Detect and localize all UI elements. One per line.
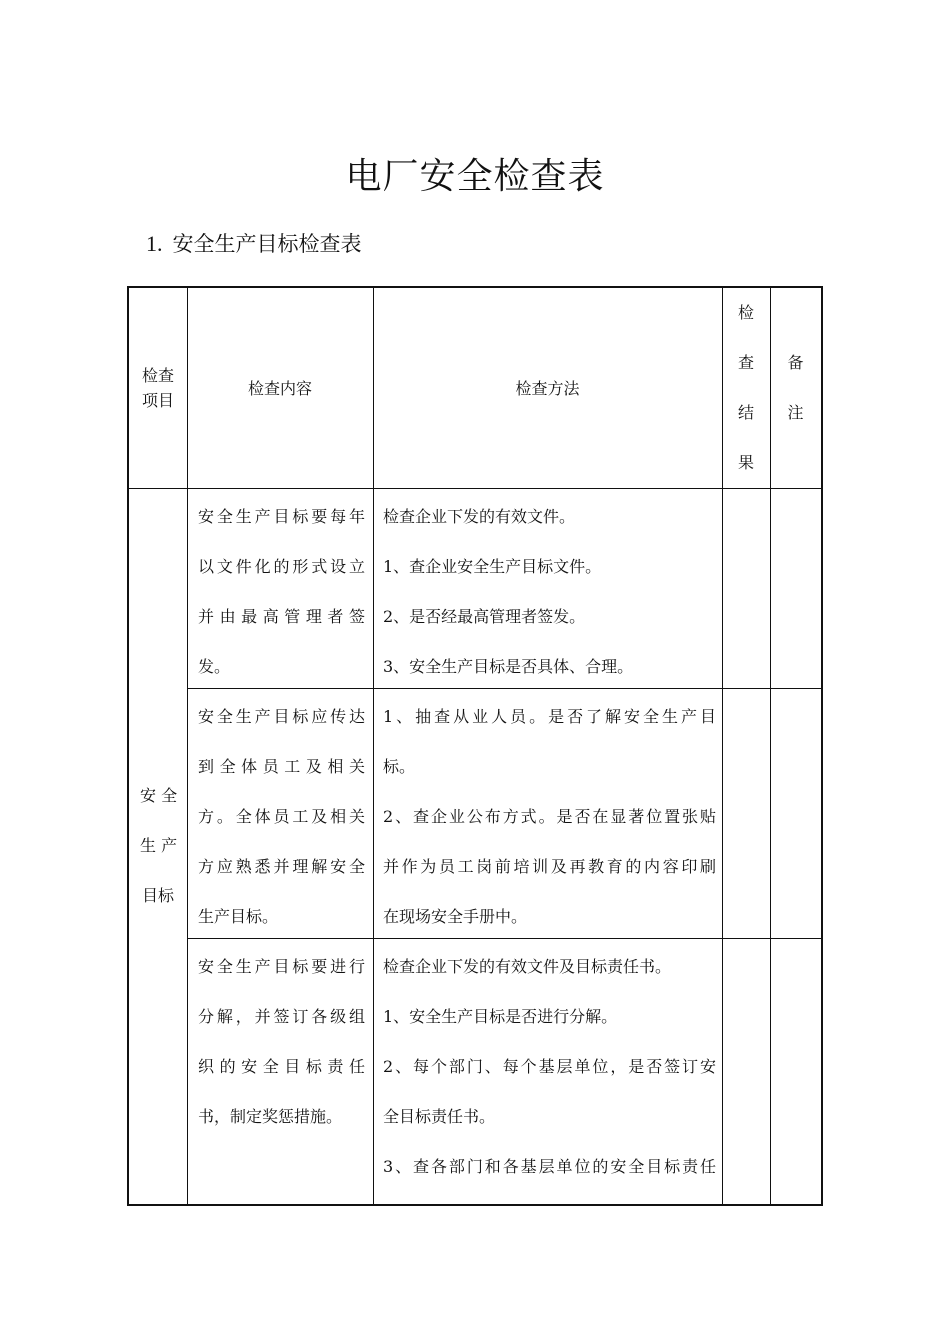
content-line: 书，制定奖惩措施。 xyxy=(198,1107,343,1126)
content-line: 方。全体员工及相关 xyxy=(198,807,365,826)
section-label: 安全生产目标检查表 xyxy=(172,232,362,256)
category-cell xyxy=(129,488,187,1204)
header-remark xyxy=(770,288,821,488)
method-line: 3、安全生产目标是否具体、合理。 xyxy=(383,657,634,676)
method-line: 2、每个部门、每个基层单位，是否签订安 xyxy=(383,1057,716,1076)
method-line: 2、是否经最高管理者签发。 xyxy=(383,607,586,626)
table-row-1-content xyxy=(188,489,373,688)
section-heading xyxy=(146,228,362,258)
method-line: 1、查企业安全生产目标文件。 xyxy=(383,557,602,576)
method-line: 并作为员工岗前培训及再教育的内容印刷 xyxy=(383,857,716,876)
header-remark-char: 注 xyxy=(787,403,804,422)
table-row-2-method xyxy=(374,689,722,938)
header-result xyxy=(722,288,770,488)
content-line: 分解，并签订各级组 xyxy=(198,1007,365,1026)
content-line: 并由最高管理者签 xyxy=(198,607,365,626)
content-line: 生产目标。 xyxy=(198,907,279,926)
header-result-char: 检 xyxy=(737,303,754,322)
content-line: 以文件化的形式设立 xyxy=(198,557,365,576)
page-title: 电厂安全检查表 xyxy=(345,156,605,197)
header-result-char: 结 xyxy=(737,403,754,422)
inspection-table xyxy=(127,286,823,1206)
method-line: 全目标责任书。 xyxy=(383,1107,496,1126)
method-line: 1、安全生产目标是否进行分解。 xyxy=(383,1007,618,1026)
content-line: 发。 xyxy=(198,657,231,676)
category-line: 目标 xyxy=(141,886,174,905)
category-line: 生 产 xyxy=(140,836,178,855)
content-line: 安全生产目标要进行 xyxy=(198,957,365,976)
table-row-3-method xyxy=(374,939,722,1204)
method-line: 1、抽查从业人员。是否了解安全生产目 xyxy=(383,707,716,726)
header-method: 检查方法 xyxy=(515,378,580,398)
table-row-3-content xyxy=(188,939,373,1204)
category-line: 安 全 xyxy=(140,786,178,805)
content-line: 方应熟悉并理解安全 xyxy=(198,857,365,876)
header-content: 检查内容 xyxy=(247,378,312,398)
method-line: 在现场安全手册中。 xyxy=(383,907,528,926)
header-remark-char: 备 xyxy=(787,353,804,372)
header-result-char: 查 xyxy=(737,353,754,372)
header-result-char: 果 xyxy=(737,453,754,472)
content-line: 织的安全目标责任 xyxy=(198,1057,365,1076)
method-line: 检查企业下发的有效文件及目标责任书。 xyxy=(383,957,672,976)
content-line: 安全生产目标要每年 xyxy=(198,507,365,526)
section-number: 1. xyxy=(146,231,163,256)
content-line: 安全生产目标应传达 xyxy=(198,707,365,726)
table-row-2-content xyxy=(188,689,373,938)
table-row-1-method xyxy=(374,489,722,688)
method-line: 标。 xyxy=(383,757,416,776)
content-line: 到全体员工及相关 xyxy=(198,757,365,776)
method-line: 检查企业下发的有效文件。 xyxy=(383,507,576,526)
method-line: 2、查企业公布方式。是否在显著位置张贴 xyxy=(383,807,716,826)
header-item: 检查 项目 xyxy=(141,366,174,410)
method-line: 3、查各部门和各基层单位的安全目标责任 xyxy=(383,1157,716,1176)
